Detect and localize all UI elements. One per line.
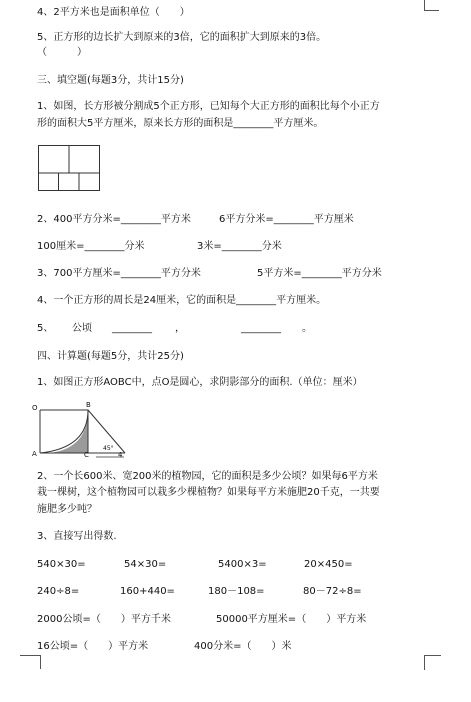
- fill-q5-number: 5、: [37, 323, 54, 334]
- label-a: A: [32, 450, 37, 458]
- rectangle-five-squares-figure: [38, 145, 100, 191]
- fill-q5-period: 。: [302, 323, 312, 334]
- calc-q2-line3: 施肥多少吨？: [37, 504, 97, 515]
- calc-q2-line2: 栽一棵树，这个植物园可以栽多少棵植物？如果每平方米施肥20千克，一共要: [37, 487, 380, 498]
- crop-mark-bottom-right: [424, 655, 441, 670]
- fill-q5-unit: 公顷: [72, 323, 92, 334]
- fill-q5-blank2: ________: [241, 323, 281, 334]
- calc-cell: 180－108=: [208, 586, 265, 597]
- crop-mark-bottom-left-h: [20, 655, 40, 657]
- calc-cell: 400分米=（ ）米: [194, 641, 292, 652]
- fill-q2-part2: 6平方分米=________平方厘米: [219, 214, 354, 225]
- fill-q3-part1: 3、700平方厘米=________平方分米: [37, 268, 201, 279]
- calc-cell: 5400×3=: [218, 559, 267, 570]
- calc-cell: 240÷8=: [37, 586, 80, 597]
- crop-mark-top-right: [424, 0, 439, 11]
- calc-q3-heading: 3、直接写出得数.: [37, 531, 117, 542]
- section-3-heading: 三、填空题(每题3分，共计15分): [37, 75, 184, 86]
- calc-cell: 2000公顷=（ ）平方千米: [37, 614, 171, 625]
- fill-q5-comma: ，: [175, 323, 185, 334]
- label-length: 4: [118, 451, 123, 458]
- fill-q1-line2: 形的面积大5平方厘米，原来长方形的面积是________平方厘米。: [37, 118, 324, 129]
- section-4-heading: 四、计算题(每题5分，共计25分): [37, 351, 184, 362]
- fill-q5-blank1: ________: [112, 323, 152, 334]
- label-o: O: [32, 404, 38, 412]
- calc-q1: 1、如图正方形AOBC中，点O是圆心，求阴影部分的面积.（单位：厘米）: [37, 377, 363, 388]
- calc-cell: 50000平方厘米=（ ）平方米: [216, 614, 367, 625]
- fill-q1-line1: 1、如图，长方形被分割成5个正方形，已知每个大正方形的面积比每个小正方: [37, 101, 380, 112]
- fill-q2-part3: 100厘米=________分米: [37, 241, 145, 252]
- fill-q3-part2: 5平方米=________平方分米: [257, 268, 382, 279]
- judge-item-5: 5、正方形的边长扩大到原来的3倍，它的面积扩大到原来的3倍。: [37, 32, 327, 43]
- crop-mark-bottom-left: [26, 655, 41, 669]
- fill-q2-part1: 2、400平方分米=________平方米: [37, 214, 191, 225]
- calc-cell: 540×30=: [37, 559, 86, 570]
- calc-cell: 160+440=: [120, 586, 175, 597]
- fill-q4: 4、一个正方形的周长是24厘米，它的面积是________平方厘米。: [37, 295, 327, 306]
- calc-cell: 20×450=: [304, 559, 353, 570]
- judge-item-4: 4、2平方米也是面积单位（ ）: [37, 7, 190, 18]
- judge-item-5-bracket: （ ）: [37, 47, 87, 58]
- calc-cell: 16公顷=（ ）平方米: [37, 641, 149, 652]
- calc-q2-line1: 2、一个长600米、宽200米的植物园，它的面积是多少公顷？如果每6平方米: [37, 471, 378, 482]
- calc-cell: 54×30=: [124, 559, 167, 570]
- label-angle: 45°: [103, 445, 114, 452]
- label-c: C: [84, 451, 89, 458]
- label-b: B: [86, 402, 91, 409]
- calc-cell: 80－72÷8=: [303, 586, 362, 597]
- square-quarter-circle-figure: [30, 402, 135, 458]
- fill-q2-part4: 3米=________分米: [197, 241, 282, 252]
